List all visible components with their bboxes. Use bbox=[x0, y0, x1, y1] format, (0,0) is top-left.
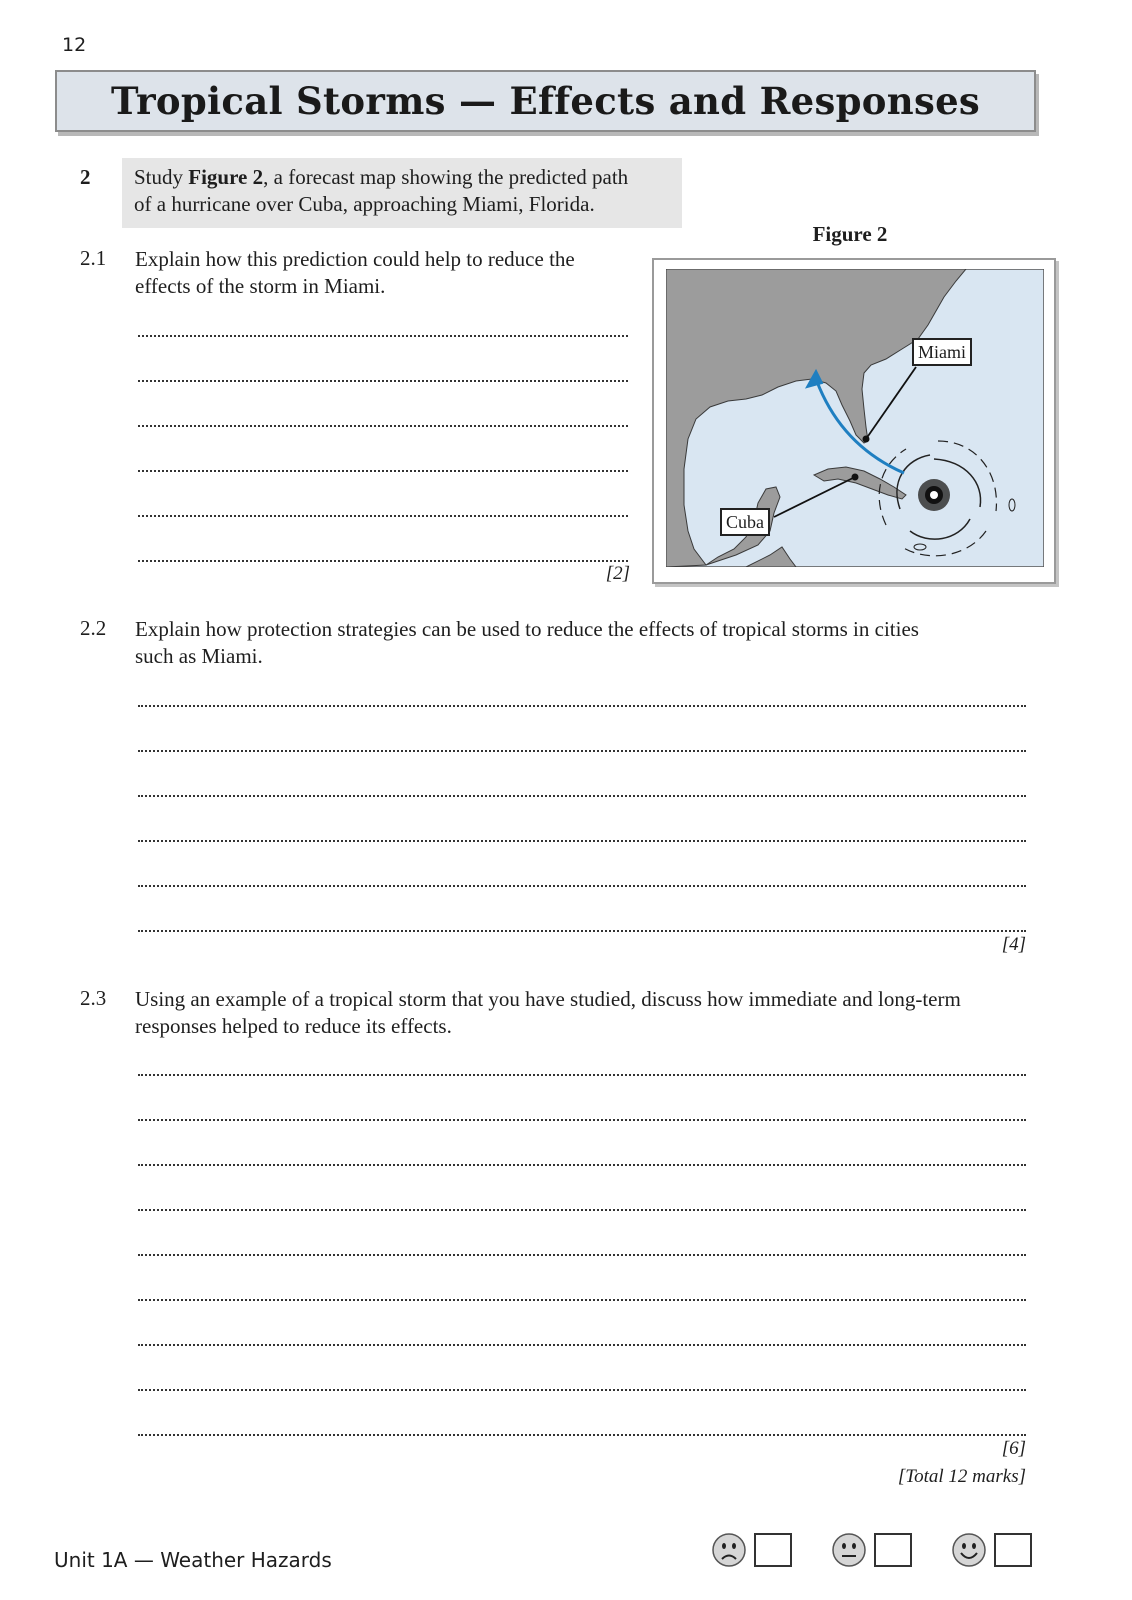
answer-line[interactable] bbox=[138, 333, 628, 337]
answer-line[interactable] bbox=[138, 883, 1026, 887]
footer-unit-title: Unit 1A — Weather Hazards bbox=[54, 1548, 332, 1572]
confidence-box-sad[interactable] bbox=[754, 1533, 792, 1567]
answer-line[interactable] bbox=[138, 838, 1026, 842]
answer-line[interactable] bbox=[138, 928, 1026, 932]
marks-2-3: [6] bbox=[1001, 1438, 1026, 1459]
figure-title: Figure 2 bbox=[812, 222, 888, 246]
forecast-map-figure bbox=[652, 258, 1056, 584]
subquestion-2-2-line-1: Explain how protection strategies can be used to reduce the effects of tropical storms in cities bbox=[135, 617, 919, 641]
question-number: 2 bbox=[80, 165, 91, 189]
answer-line[interactable] bbox=[138, 1387, 1026, 1391]
answer-line[interactable] bbox=[138, 1162, 1026, 1166]
total-marks: [Total 12 marks] bbox=[897, 1466, 1026, 1487]
answer-line[interactable] bbox=[138, 1072, 1026, 1076]
confidence-box-neutral[interactable] bbox=[874, 1533, 912, 1567]
stem-rest: , a forecast map showing the predicted path bbox=[263, 165, 629, 189]
answer-line[interactable] bbox=[138, 1297, 1026, 1301]
subquestion-number-2-1: 2.1 bbox=[80, 246, 107, 270]
subquestion-2-3-line-2: responses helped to reduce its effects. bbox=[135, 1014, 452, 1038]
map-label-miami: Miami bbox=[912, 338, 972, 366]
answer-line[interactable] bbox=[138, 1207, 1026, 1211]
subquestion-2-3-line-1: Using an example of a tropical storm that you have studied, discuss how immediate and long-term bbox=[135, 987, 961, 1011]
answer-line[interactable] bbox=[138, 378, 628, 382]
page-number: 12 bbox=[62, 34, 87, 56]
answer-line[interactable] bbox=[138, 793, 1026, 797]
subquestion-2-1-line-2: effects of the storm in Miami. bbox=[135, 274, 386, 298]
marks-2-2: [4] bbox=[1001, 934, 1026, 955]
sad-face-icon bbox=[712, 1533, 746, 1567]
cuba-point bbox=[852, 474, 859, 481]
subquestion-number-2-3: 2.3 bbox=[80, 986, 107, 1010]
miami-point bbox=[863, 436, 870, 443]
subquestion-2-1-line-1: Explain how this prediction could help to reduce the bbox=[135, 247, 575, 271]
confidence-box-happy[interactable] bbox=[994, 1533, 1032, 1567]
answer-line[interactable] bbox=[138, 468, 628, 472]
answer-line[interactable] bbox=[138, 1252, 1026, 1256]
neutral-face-icon bbox=[832, 1533, 866, 1567]
answer-line[interactable] bbox=[138, 703, 1026, 707]
map-label-cuba: Cuba bbox=[720, 508, 770, 536]
stem-prefix: Study bbox=[134, 165, 189, 189]
answer-line[interactable] bbox=[138, 748, 1026, 752]
answer-line[interactable] bbox=[138, 513, 628, 517]
answer-line[interactable] bbox=[138, 1342, 1026, 1346]
subquestion-text-2-1 bbox=[135, 246, 625, 300]
answer-line[interactable] bbox=[138, 423, 628, 427]
answer-line[interactable] bbox=[138, 558, 628, 562]
answer-line[interactable] bbox=[138, 1432, 1026, 1436]
marks-2-1: [2] bbox=[605, 563, 630, 584]
subquestion-text-2-2 bbox=[135, 616, 1035, 670]
subquestion-2-2-line-2: such as Miami. bbox=[135, 644, 263, 668]
happy-face-icon bbox=[952, 1533, 986, 1567]
question-stem-box bbox=[122, 158, 682, 228]
page-title: Tropical Storms — Effects and Responses bbox=[110, 79, 981, 123]
stem-line-1 bbox=[134, 164, 670, 191]
subquestion-number-2-2: 2.2 bbox=[80, 616, 107, 640]
stem-figure-ref: Figure 2 bbox=[188, 165, 264, 189]
answer-line[interactable] bbox=[138, 1117, 1026, 1121]
title-banner bbox=[55, 70, 1036, 132]
subquestion-text-2-3 bbox=[135, 986, 1035, 1040]
stem-line-2: of a hurricane over Cuba, approaching Miami, Florida. bbox=[134, 192, 595, 216]
